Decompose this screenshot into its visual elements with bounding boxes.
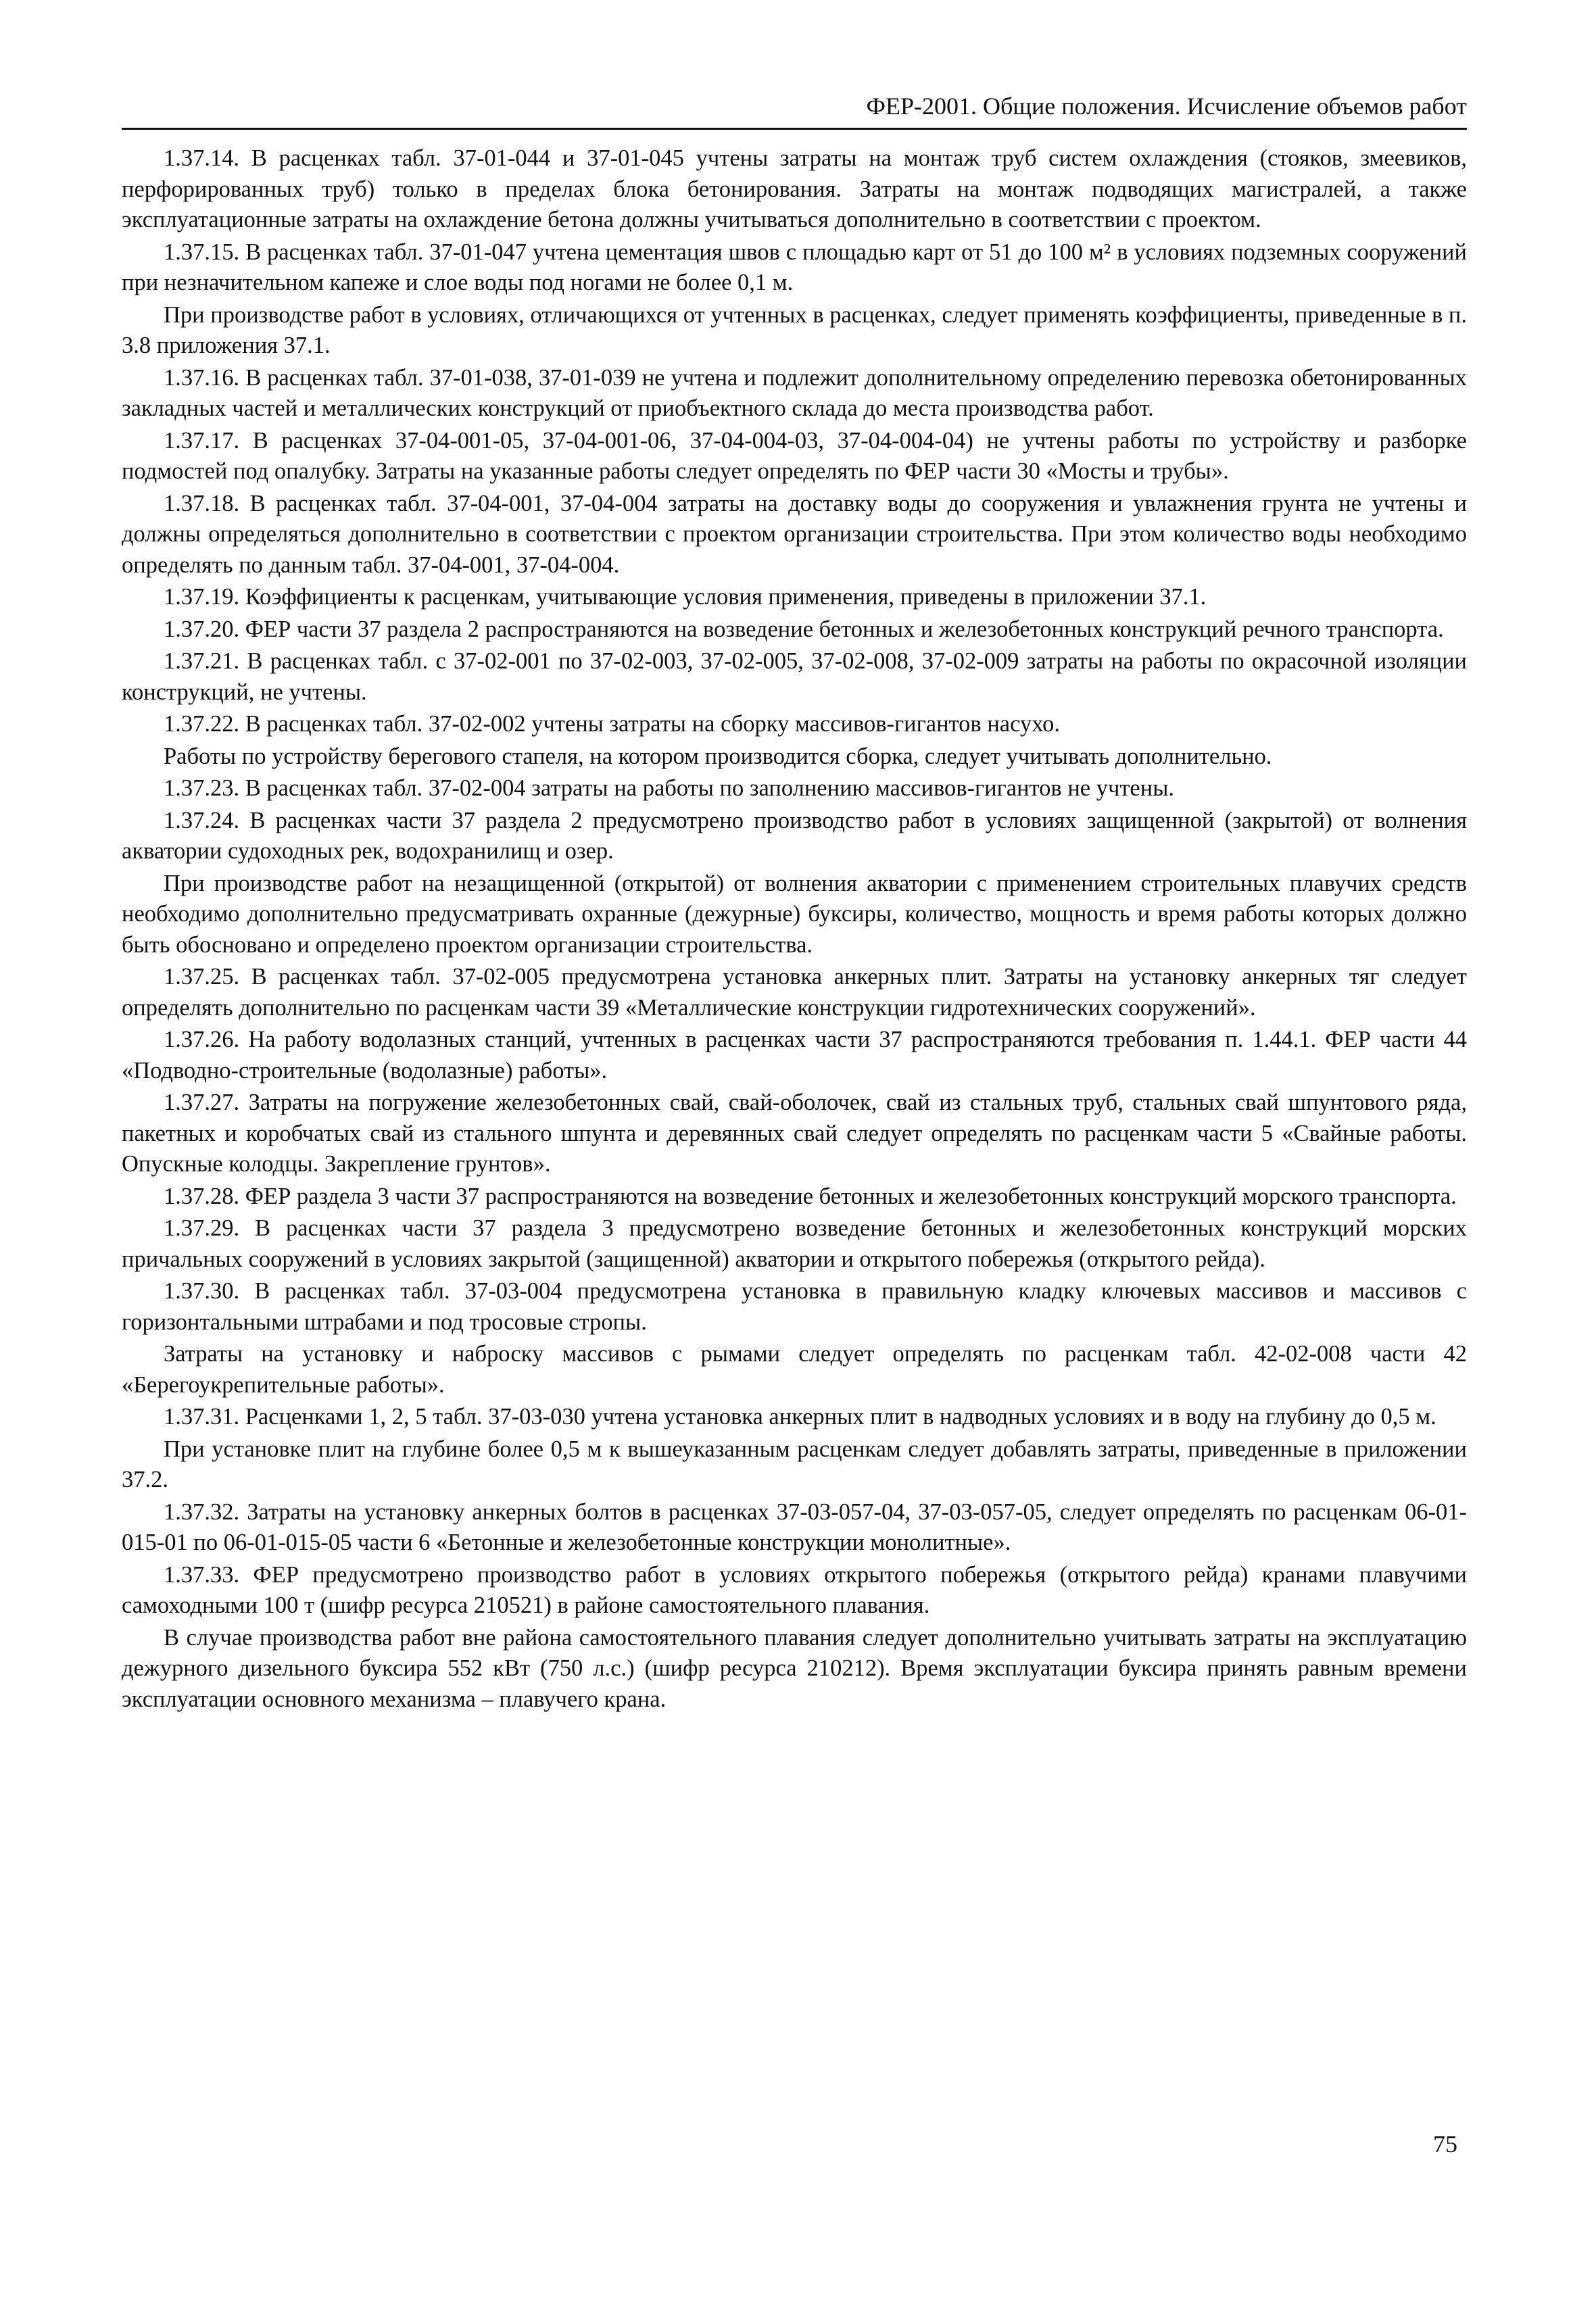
paragraph-1-37-18: 1.37.18. В расценках табл. 37-04-001, 37-04-004 затраты на доставку воды до сооружения и увлажнения грунта не учтены и должны определяться дополнительно в соответствии с проектом организации строительства. При этом количество воды необходимо определять по данным табл. 37-04-001, 37-04-004. xyxy=(122,490,1467,578)
paragraph-1-37-17: 1.37.17. В расценках 37-04-001-05, 37-04-001-06, 37-04-004-03, 37-04-004-04) не учтены работы по устройству и разборке подмостей под опалубку. Затраты на указанные работы следует определять по ФЕР части 30 «Мосты и трубы». xyxy=(122,427,1467,484)
paragraph-1-37-25: 1.37.25. В расценках табл. 37-02-005 предусмотрена установка анкерных плит. Затраты на установку анкерных тяг следует определять дополнительно по расценкам части 39 «Металлические конструкции гидротехнических сооружений». xyxy=(122,964,1467,1021)
paragraph-1-37-30-note: Затраты на установку и наброску массивов с рымами следует определять по расценкам табл. 42-02-008 части 42 «Берегоукрепительные работы». xyxy=(122,1341,1467,1398)
paragraph-1-37-32: 1.37.32. Затраты на установку анкерных болтов в расценках 37-03-057-04, 37-03-057-05, следует определять по расценкам 06-01-015-01 по 06-01-015-05 части 6 «Бетонные и железобетонные конструкции монолитные». xyxy=(122,1498,1467,1555)
paragraph-1-37-14: 1.37.14. В расценках табл. 37-01-044 и 37-01-045 учтены затраты на монтаж труб систем охлаждения (стояков, змеевиков, перфорированных труб) только в пределах блока бетонирования. Затраты на монтаж подводящих магистралей, а также эксплуатационные затраты на охлаждение бетона должны учитываться дополнительно в соответствии с проектом. xyxy=(122,145,1467,233)
paragraph-1-37-31-note: При установке плит на глубине более 0,5 м к вышеуказанным расценкам следует добавлять затраты, приведенные в приложении 37.2. xyxy=(122,1436,1467,1492)
page-number: 75 xyxy=(1433,2130,1457,2158)
paragraph-1-37-22: 1.37.22. В расценках табл. 37-02-002 учтены затраты на сборку массивов-гигантов насухо. xyxy=(164,711,1061,737)
paragraph-1-37-27: 1.37.27. Затраты на погружение железобетонных свай, свай-оболочек, свай из стальных труб, стальных свай шпунтового ряда, пакетных и коробчатых свай из стального шпунта и деревянных свай следует определять по расценкам части 5 «Свайные работы. Опускные колодцы. Закрепление грунтов». xyxy=(122,1090,1467,1177)
paragraph-1-37-28: 1.37.28. ФЕР раздела 3 части 37 распространяются на возведение бетонных и железобетонных конструкций морского транспорта. xyxy=(164,1183,1457,1209)
body-text xyxy=(122,143,1467,1715)
paragraph-1-37-24: 1.37.24. В расценках части 37 раздела 2 предусмотрено производство работ в условиях защищенной (закрытой) от волнения акватории судоходных рек, водохранилищ и озер. xyxy=(122,807,1467,864)
paragraph-1-37-30: 1.37.30. В расценках табл. 37-03-004 предусмотрена установка в правильную кладку ключевых массивов и массивов с горизонтальными штрабами и под тросовые стропы. xyxy=(122,1278,1467,1335)
paragraph-1-37-16: 1.37.16. В расценках табл. 37-01-038, 37-01-039 не учтена и подлежит дополнительному определению перевозка обетонированных закладных частей и металлических конструкций от приобъектного склада до места производства работ. xyxy=(122,364,1467,421)
paragraph-1-37-33: 1.37.33. ФЕР предусмотрено производство работ в условиях открытого побережья (открытого рейда) кранами плавучими самоходными 100 т (шифр ресурса 210521) в районе самостоятельного плавания. xyxy=(122,1561,1467,1618)
paragraph-1-37-19: 1.37.19. Коэффициенты к расценкам, учитывающие условия применения, приведены в приложении 37.1. xyxy=(164,584,1207,610)
paragraph-1-37-26: 1.37.26. На работу водолазных станций, учтенных в расценках части 37 распространяются требования п. 1.44.1. ФЕР части 44 «Подводно-строительные (водолазные) работы». xyxy=(122,1027,1467,1083)
running-header: ФЕР-2001. Общие положения. Исчисление объемов работ xyxy=(122,91,1467,130)
paragraph-1-37-15-note: При производстве работ в условиях, отличающихся от учтенных в расценках, следует применять коэффициенты, приведенные в п. 3.8 приложения 37.1. xyxy=(122,301,1467,358)
paragraph-1-37-22-note: Работы по устройству берегового стапеля, на котором производится сборка, следует учитывать дополнительно. xyxy=(164,743,1272,769)
paragraph-1-37-29: 1.37.29. В расценках части 37 раздела 3 предусмотрено возведение бетонных и железобетонных конструкций морских причальных сооружений в условиях закрытой (защищенной) акватории и открытого побережья (открытого рейда). xyxy=(122,1215,1467,1272)
paragraph-1-37-24-note: При производстве работ на незащищенной (открытой) от волнения акватории с применением строительных плавучих средств необходимо дополнительно предусматривать охранные (дежурные) буксиры, количество, мощность и время работы которых должно быть обосновано и определено проектом организации строительства. xyxy=(122,870,1467,958)
paragraph-1-37-33-note: В случае производства работ вне района самостоятельного плавания следует дополнительно учитывать затраты на эксплуатацию дежурного дизельного буксира 552 кВт (750 л.с.) (шифр ресурса 210212). Время эксплуатации буксира принять равным времени эксплуатации основного механизма – плавучего крана. xyxy=(122,1624,1467,1712)
paragraph-1-37-23: 1.37.23. В расценках табл. 37-02-004 затраты на работы по заполнению массивов-гигантов не учтены. xyxy=(164,775,1175,801)
paragraph-1-37-21: 1.37.21. В расценках табл. с 37-02-001 по 37-02-003, 37-02-005, 37-02-008, 37-02-009 затраты на работы по окрасочной изоляции конструкций, не учтены. xyxy=(122,648,1467,705)
paragraph-1-37-31: 1.37.31. Расценками 1, 2, 5 табл. 37-03-030 учтена установка анкерных плит в надводных условиях и в воду на глубину до 0,5 м. xyxy=(164,1404,1436,1430)
paragraph-1-37-15: 1.37.15. В расценках табл. 37-01-047 учтена цементация швов с площадью карт от 51 до 100 м² в условиях подземных сооружений при незначительном капеже и слое воды под ногами не более 0,1 м. xyxy=(122,239,1467,295)
paragraph-1-37-20: 1.37.20. ФЕР части 37 раздела 2 распространяются на возведение бетонных и железобетонных конструкций речного транспорта. xyxy=(164,616,1444,642)
document-page xyxy=(122,91,1467,2274)
